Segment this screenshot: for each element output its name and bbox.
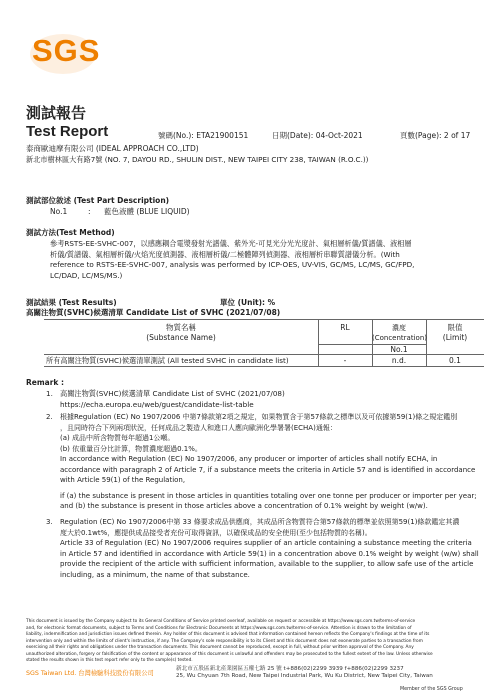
substance-header-en: (Substance Name) bbox=[146, 333, 216, 342]
remark-line: Article 33 of Regulation (EC) No 1907/2006 requires supplier of an article containing a substance meeting the criteria bbox=[60, 539, 472, 547]
footer-company: SGS Taiwan Ltd. 台灣檢驗科技股份有限公司 bbox=[26, 670, 154, 677]
disclaimer-line: exercising all their rights and obligations under the transaction documents. This document cannot be reproduced, except in full, without prior written approval of the Company. Any bbox=[26, 645, 414, 650]
table-sample-no: No.1 bbox=[390, 345, 408, 354]
test-method-line: LC/DAD, LC/MS/MS.) bbox=[50, 270, 123, 280]
remark-number: 1. bbox=[46, 389, 53, 398]
disclaimer-line: stated the results shown in this test report refer only to the sample(s) tested. bbox=[26, 658, 193, 663]
disclaimer-line: liability, indemnification and jurisdiction issues defined therein. Any holder of this document is advised that information contained hereon reflects the Company's findings at the time of its bbox=[26, 632, 430, 637]
table-border-top bbox=[44, 319, 484, 320]
remark-line: Regulation (EC) No 1907/2006中第 33 條要求成品供應商，其成品所含物質符合第57條款的標準並依照第59(1)條款鑑定其濃 bbox=[60, 518, 460, 526]
table-row-concentration: n.d. bbox=[391, 356, 407, 365]
remark-item bbox=[46, 517, 486, 580]
remark-line: ，且同時符合下列兩項狀況，任何成品之製造人和進口人應向歐洲化學署署(ECHA)通報： bbox=[60, 423, 337, 432]
svhc-subheading: 高關注物質(SVHC)候選清單 Candidate List of SVHC (2021/07/08) bbox=[26, 308, 281, 317]
client-address: 新北市樹林區大有路7號 (NO. 7, DAYOU RD., SHULIN DIST., NEW TAIPEI CITY 238, TAIWAN (R.O.C.)) bbox=[26, 155, 369, 164]
remark-line: https://echa.europa.eu/web/guest/candidate-list-table bbox=[60, 399, 254, 409]
footer-address-english: 25, Wu Chyuan 7th Road, New Taipei Industrial Park, Wu Ku District, New Taipei City, Taiwan bbox=[176, 673, 433, 679]
limit-header-en: (Limit) bbox=[442, 333, 468, 342]
test-part-heading: 測試部位敘述 (Test Part Description) bbox=[26, 196, 170, 205]
table-header-rl: RL bbox=[340, 323, 350, 332]
table-header-concentration bbox=[372, 323, 426, 343]
sgs-logo bbox=[30, 30, 100, 78]
test-part-value: 藍色液體 (BLUE LIQUID) bbox=[104, 207, 190, 216]
remark-number: 2. bbox=[46, 413, 53, 421]
test-method-line: reference to RSTS-EE-SVHC-007, analysis was performed by ICP-OES, UV-VIS, GC/MS, LC/MS, GC/FPD, bbox=[50, 260, 415, 269]
concentration-header-cn: 濃度 bbox=[392, 324, 406, 332]
table-header-limit bbox=[426, 323, 484, 343]
test-method-line: 參考RSTS-EE-SVHC-007，以感應耦合電漿發射光譜儀、紫外光-可見光分光光度計、氣相層析儀/質譜儀、液相層 bbox=[50, 239, 412, 248]
remark-line: (b) 依重量百分比計算，物質濃度超過0.1%。 bbox=[60, 444, 202, 453]
disclaimer-line: This document is issued by the Company subject to its General Conditions of Service printed overleaf, available on request or accessible at https://www.sgs.com.tw/terms-of-service bbox=[26, 619, 416, 624]
legal-disclaimer bbox=[26, 619, 486, 665]
remark-line: accordance with paragraph 2 of Article 7, if a substance meets the criteria in Article 57 and is identified in accordance bbox=[60, 465, 476, 474]
remark-line: including, as a minimum, the name of that substance. bbox=[60, 570, 250, 579]
footer-member: Member of the SGS Group bbox=[400, 687, 463, 692]
remark-line: if (a) the substance is present in those articles in quantities totaling over one tonne per producer or importer per year; bbox=[60, 491, 477, 500]
report-title-english: Test Report bbox=[26, 123, 109, 140]
test-method-heading: 測試方法(Test Method) bbox=[26, 228, 115, 237]
test-part-colon: : bbox=[88, 207, 91, 216]
remark-line: in Article 57 and identified in accordance with Article 59(1) in a concentration above 0.1% weight by weight (w/w) shall bbox=[60, 549, 479, 558]
test-results-unit: 單位 (Unit): % bbox=[220, 298, 276, 307]
table-row-limit: 0.1 bbox=[449, 356, 461, 365]
test-method-line: 析儀/質譜儀、氣相層析儀/火焰光度偵測器、液相層析儀/二極體陣列偵測器、液相層析串聯質譜儀分析。(With bbox=[50, 249, 400, 259]
substance-header-cn: 物質名稱 bbox=[166, 323, 196, 332]
remark-line: In accordance with Regulation (EC) No 1907/2006, any producer or importer of articles shall notify ECHA, in bbox=[60, 455, 438, 463]
remark-line: 度大於0.1wt%，應提供成品接受者充份可取得資訊，以確保成品的安全使用(至少包括物質的名稱)。 bbox=[60, 528, 372, 537]
remark-heading: Remark : bbox=[26, 378, 65, 387]
report-title-chinese: 測試報告 bbox=[26, 104, 87, 122]
test-results-heading: 測試結果 (Test Results) bbox=[26, 298, 117, 307]
remark-line: with Article 59(1) of the Regulation, bbox=[60, 476, 186, 484]
test-method-body bbox=[50, 239, 480, 281]
limit-header-cn: 限值 bbox=[447, 323, 463, 332]
remark-line: (a) 成品中所含物質每年超過1公噸。 bbox=[60, 434, 175, 442]
report-number: 號碼(No.): ETA21900151 bbox=[158, 131, 249, 140]
report-date: 日期(Date): 04-Oct-2021 bbox=[272, 131, 363, 140]
table-row-rl: - bbox=[343, 356, 347, 365]
disclaimer-line: unauthorized alteration, forgery or falsification of the content or appearance of this document is unlawful and offenders may be prosecuted to the fullest extent of the law. Unless otherwise bbox=[26, 651, 433, 657]
remark-number: 3. bbox=[46, 518, 53, 526]
disclaimer-line: and, for electronic format documents, subject to Terms and Conditions for Electronic Documents at https://www.sgs.com.tw/terms-of-service. Attention is drawn to the limitation of bbox=[26, 625, 412, 631]
remark-item bbox=[46, 412, 486, 512]
page-number: 頁數(Page): 2 of 17 bbox=[400, 131, 471, 140]
logo-text: SGS bbox=[32, 33, 101, 68]
remark-line: 高關注物質(SVHC)候選清單 Candidate List of SVHC (2021/07/08) bbox=[60, 389, 285, 398]
concentration-header-en: (Concentration) bbox=[372, 334, 427, 342]
table-row-substance: 所有高關注物質(SVHC)候選清單測試 (All tested SVHC in candidate list) bbox=[46, 356, 289, 365]
remark-item bbox=[46, 389, 486, 410]
remark-line: provide the recipient of the article with sufficient information, available to the supplier, to allow safe use of the article bbox=[60, 560, 474, 568]
remark-line: and (b) the substance is present in those articles above a concentration of 0.1% weight by weight (w/w). bbox=[60, 502, 428, 510]
table-border-bottom bbox=[44, 366, 484, 367]
footer-address-chinese: 新北市五股區新北產業園區五權七路 25 號 t+886(02)2299 3939 f+886(02)2299 3237 bbox=[176, 666, 404, 672]
remark-line: 根據Regulation (EC) No 1907/2006 中第7條款第2項之規定，如果物質含于第57條款之標準以及可依據第59(1)條之規定鑑別 bbox=[60, 413, 458, 421]
disclaimer-line: intervention only and within the limits of client's instruction, if any. The Company's sole responsibility is to its Client and this document does not exonerate parties to a transaction from bbox=[26, 638, 423, 644]
client-name: 泰商歐迪摩有限公司 (IDEAL APPROACH CO.,LTD) bbox=[26, 144, 199, 153]
test-part-no: No.1 bbox=[50, 207, 68, 216]
table-header-substance bbox=[44, 323, 318, 343]
